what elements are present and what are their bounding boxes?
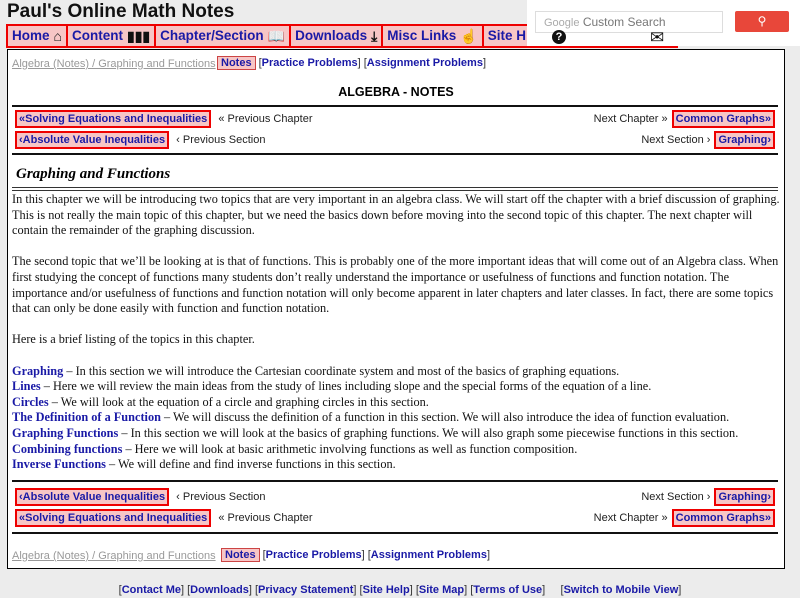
topic-desc: – Here we will review the main ideas from the study of lines including slope and the special forms of the equation of a line. [40, 379, 652, 394]
search-icon: ⚲ [757, 14, 767, 28]
title-rule [12, 187, 778, 191]
tab-assignment[interactable]: Assignment Problems [366, 57, 483, 69]
chapter-nav-bottom: «Solving Equations and Inequalities « Previous Chapter Next Chapter » Common Graphs» [15, 509, 775, 527]
topic-list [12, 364, 782, 473]
prev-chapter-link[interactable]: «Solving Equations and Inequalities [15, 509, 211, 527]
paragraph: In this chapter we will be introducing two topics that are very important in an algebra class. We will start off the chapter with a brief discussion of graphing. This is not really the main topic of this chapter, but we need the basics down before moving into the second topic of this chapter. The next chapter will contain the remainder of the graphing discussion. [12, 192, 780, 238]
books-icon: ▮▮▮ [126, 28, 151, 44]
nav-label: Downloads [295, 28, 368, 43]
topic-item [12, 426, 782, 442]
nav-label: Misc Links [387, 28, 457, 43]
topic-item [12, 364, 782, 380]
nav-item[interactable] [6, 24, 66, 48]
nav-item[interactable] [482, 24, 530, 48]
topic-item [12, 395, 782, 411]
section-nav-top: ‹Absolute Value Inequalities ‹ Previous Section Next Section › Graphing› [15, 131, 775, 149]
prev-section-link[interactable]: ‹Absolute Value Inequalities [15, 131, 169, 149]
topic-desc: – In this section we will look at the basics of graphing functions. We will also graph some piecewise functions in this section. [118, 425, 739, 440]
mobile-view-link[interactable]: Switch to Mobile View [563, 584, 679, 596]
nav-item[interactable] [381, 24, 481, 48]
nav-label: Site H [487, 28, 527, 43]
topic-link[interactable]: Graphing [12, 363, 64, 378]
topic-link[interactable]: Circles [12, 394, 49, 409]
nav-item[interactable] [289, 24, 381, 48]
topic-desc: – We will define and find inverse functions in this section. [105, 457, 396, 472]
help-icon[interactable]: ? [552, 30, 566, 44]
content-box [7, 49, 785, 569]
divider [12, 153, 778, 155]
topic-link[interactable]: Lines [12, 379, 41, 394]
topic-item [12, 410, 782, 426]
topic-link[interactable]: Graphing Functions [12, 425, 119, 440]
nav-item[interactable] [154, 24, 289, 48]
section-nav-bottom: ‹Absolute Value Inequalities ‹ Previous Section Next Section › Graphing› [15, 488, 775, 506]
topic-link[interactable]: Inverse Functions [12, 457, 106, 472]
topic-item [12, 379, 782, 395]
tab-notes[interactable]: Notes [221, 548, 260, 562]
topic-desc: – Here we will look at basic arithmetic involving functions as well as function composition. [122, 441, 578, 456]
nav-label: Home [12, 28, 50, 43]
topic-desc: – In this section we will introduce the Cartesian coordinate system and most of the basics of graphing equations. [63, 363, 620, 378]
divider [12, 480, 778, 482]
divider [12, 105, 778, 107]
search-button[interactable] [735, 11, 789, 32]
next-section-link[interactable]: Graphing› [714, 131, 775, 149]
footer-link[interactable]: Downloads [190, 584, 249, 596]
notes-body [12, 192, 782, 473]
tab-practice[interactable]: Practice Problems [261, 57, 358, 69]
page-heading: ALGEBRA - NOTES [338, 85, 454, 99]
notes-tabs: Notes [Practice Problems] [Assignment Problems] [217, 57, 486, 69]
chapter-nav-top: «Solving Equations and Inequalities « Previous Chapter Next Chapter » Common Graphs» [15, 110, 775, 128]
topic-desc: – We will discuss the definition of a function in this section. We will also introduce the idea of function evaluation. [160, 410, 730, 425]
prev-section-link[interactable]: ‹Absolute Value Inequalities [15, 488, 169, 506]
next-section-link[interactable]: Graphing› [714, 488, 775, 506]
topic-desc: – We will look at the equation of a circle and graphing circles in this section. [48, 394, 429, 409]
site-title[interactable]: Paul's Online Math Notes [7, 1, 235, 22]
footer-link[interactable]: Terms of Use [473, 584, 543, 596]
topic-item [12, 442, 782, 458]
breadcrumb[interactable]: Algebra (Notes) / Graphing and Functions [12, 58, 216, 70]
footer-link[interactable]: Privacy Statement [258, 584, 354, 596]
nav-label: Content [71, 28, 123, 43]
paragraph: The second topic that we’ll be looking at is that of functions. This is probably one of the more important ideas that will come out of an Algebra class. When first studying the concept of functions many students don’t really understand the importance or usefulness of functions and function notation. The importance and/or usefulness of functions and function notation will only become apparent in later chapters and later classes. In fact, there are some topics that can only be done easily with function and function notation. [12, 254, 779, 316]
tab-practice[interactable]: Practice Problems [265, 549, 362, 561]
prev-chapter-link[interactable]: «Solving Equations and Inequalities [15, 110, 211, 128]
tab-notes[interactable]: Notes [217, 56, 256, 70]
nav-label: Chapter/Section [160, 28, 264, 43]
download-icon: ⤓ [371, 28, 378, 44]
search-input[interactable]: Google Custom Search [535, 11, 723, 33]
next-chapter-link[interactable]: Common Graphs» [672, 110, 775, 128]
pointer-icon: ☝ [460, 28, 478, 44]
divider [12, 532, 778, 534]
nav-item[interactable] [66, 24, 154, 48]
next-chapter-link[interactable]: Common Graphs» [672, 509, 775, 527]
footer-link[interactable]: Contact Me [121, 584, 181, 596]
footer-link[interactable]: Site Help [362, 584, 410, 596]
home-icon: ⌂ [53, 28, 62, 44]
notes-tabs: Notes [Practice Problems] [Assignment Problems] [221, 549, 490, 561]
book-icon: 📖 [267, 28, 286, 44]
tab-assignment[interactable]: Assignment Problems [370, 549, 487, 561]
topic-item [12, 457, 782, 473]
topic-link[interactable]: Combining functions [12, 441, 123, 456]
breadcrumb[interactable]: Algebra (Notes) / Graphing and Functions [12, 550, 216, 562]
topic-link[interactable]: The Definition of a Function [12, 410, 161, 425]
mail-icon[interactable]: ✉ [650, 28, 665, 47]
page-title: Graphing and Functions [16, 166, 171, 182]
paragraph: Here is a brief listing of the topics in this chapter. [12, 332, 255, 347]
footer: [Contact Me] [Downloads] [Privacy Statement] [Site Help] [Site Map] [Terms of Use] [Switch to Mobile View] [118, 584, 682, 596]
footer-link[interactable]: Site Map [418, 584, 465, 596]
